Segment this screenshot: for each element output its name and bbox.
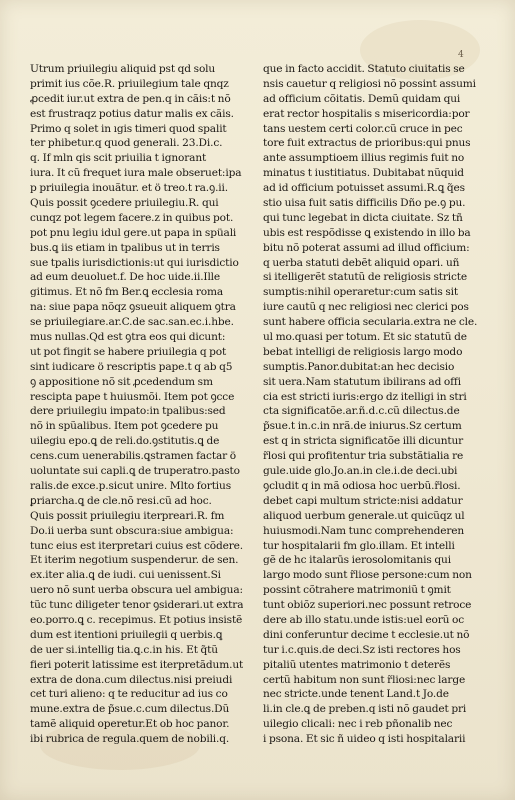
- right-column-line: aliquod uerbum generale.ut quicũqz ul: [263, 509, 465, 522]
- right-column-line: sunt habere officia secularia.extra ne cle.: [263, 316, 478, 329]
- left-column-line: ad eum deuoluet.f. De hoc uide.ii.Ille: [30, 271, 221, 284]
- right-text-column: [263, 62, 485, 747]
- right-column-line: nsis cauetur q religiosi nõ possint assumi: [263, 77, 476, 90]
- right-column-line: qui tunc legebat in dicta ciuitate. Sz tñ: [263, 211, 463, 224]
- left-column-line: fieri poterit latissime est iterpretãdum.ut: [30, 658, 243, 671]
- left-column-line: q. If mln qis scit priuilia t ignorant: [30, 152, 207, 165]
- right-column-line: possint cõtrahere matrimoniũ t ꝯmit: [263, 584, 451, 597]
- left-column-line: cens.cum uenerabilis.ꝗstramen factar ö: [30, 450, 236, 463]
- left-column-line: p priuilegia inouãtur. et ö treo.t ra.ꝯ.ii.: [30, 182, 228, 195]
- left-column-line: na: siue papa nõqz ꝯsueuit aliquem ꝯtra: [30, 301, 236, 314]
- right-column-line: sumptis:nihil operaretur:cum satis sit: [263, 286, 459, 299]
- right-column-line: bebat intelligi de religiosis largo modo: [263, 345, 463, 358]
- left-column-line: ꝓcedit iur.ut extra de pen.q in cãis:t nõ: [30, 92, 231, 105]
- right-column-line: p̃sue.t in.c.in nrã.de iniurus.Sz certum: [263, 420, 462, 433]
- right-column-line: bitu nõ poterat assumi ad illud officium:: [263, 241, 470, 254]
- left-column-line: tũc tunc diligeter tenor ꝯsiderari.ut extra: [30, 599, 243, 612]
- left-column-line: Et iterim negotium suspenderur. de sen.: [30, 554, 239, 567]
- left-column-line: dum est itentioni priuilegii q uerbis.ꝗ: [30, 628, 223, 641]
- left-column-line: iura. It cũ frequet iura male obseruet:ipa: [30, 167, 242, 180]
- right-column-line: tunt obiõz superiori.nec possunt retroce: [263, 599, 472, 612]
- right-column-line: erat rector hospitalis s misericordia:por: [263, 107, 470, 120]
- left-column-line: uilegiu epo.ꝗ de reli.do.ꝯstitutis.ꝗ de: [30, 435, 220, 448]
- left-column-line: sue tpalis iurisdictionis:ut qui iurisdictio: [30, 256, 239, 269]
- left-column-line: de uer si.intellig tia.ꝗ.c.in his. Et q̃tũ: [30, 643, 218, 656]
- left-column-line: Utrum priuilegiu aliquid pst qd solu: [30, 63, 216, 75]
- left-column-line: ter phibetur.q quod generali. 23.Di.c.: [30, 137, 223, 150]
- right-column-line: pitaliũ utentes matrimonio t deterẽs: [263, 658, 451, 671]
- left-column-line: pot pnu legiu idul gere.ut papa in spüali: [30, 226, 237, 239]
- right-column-line: largo modo sunt r̃liose persone:cum non: [263, 569, 472, 582]
- left-column-line: sint iudicare ö rescriptis pape.t q ab q5: [30, 360, 233, 373]
- right-column-line: i psona. Et sic ñ uideo q isti hospitalarii: [263, 733, 466, 746]
- left-column-line: nõ in spũalibus. Item pot ꝯcedere pu: [30, 420, 219, 433]
- left-column-line: ibi rubrica de regula.quem de nobili.q.: [30, 733, 230, 746]
- right-column-line: certũ habitum non sunt r̃liosi:nec large: [263, 673, 466, 686]
- right-column-line: ad id officium potuisset assumi.R.ꝗ q̃es: [263, 182, 465, 195]
- right-column-line: debet capi multum stricte:nisi addatur: [263, 494, 463, 507]
- left-column-line: eo.porro.ꝗ c. recepimus. Et potius insistẽ: [30, 613, 243, 626]
- right-column-line: huiusmodi.Nam tunc comprehenderen: [263, 524, 465, 537]
- right-column-line: minatus t iustitiatus. Dubitabat nũquid: [263, 167, 464, 180]
- right-column-line: tur hospitalarii fm glo.illam. Et intelli: [263, 539, 455, 552]
- right-column-line: si itelligerẽt statutũ de religiosis stricte: [263, 271, 468, 284]
- right-column-line: cia est stricti iuris:ergo dz itelligi in stri: [263, 390, 467, 403]
- right-column-line: ante assumptioem illius regimis fuit no: [263, 152, 465, 165]
- right-column-line: dini conferuntur decime t ecclesie.ut nõ: [263, 628, 470, 641]
- left-column-line: uoluntate sui capli.ꝗ de truperatro.pasto: [30, 465, 240, 478]
- left-column-line: bus.ꝗ iis etiam in tpalibus ut in terris: [30, 241, 220, 254]
- right-column-line: tans uestem certi color.cũ cruce in pec: [263, 122, 463, 135]
- left-column-line: ꝯ appositione nõ sit ꝓcedendum sm: [30, 375, 213, 388]
- left-column-line: ex.iter alia.ꝗ de iudi. cui uenissent.Si: [30, 569, 221, 582]
- right-column-line: ꝯcludit q in mã odiosa hoc uerbũ.r̃losi.: [263, 479, 461, 492]
- left-column-line: primit ius cõe.R. priuilegium tale qnqz: [30, 77, 229, 90]
- left-column-line: Quis possit ꝯcedere priuilegiu.R. qui: [30, 197, 219, 210]
- right-column-line: ul mo.quasi per totum. Et sic statutũ de: [263, 331, 467, 344]
- left-column-line: Quis possit priuilegiu iterpreari.R. fm: [30, 509, 225, 522]
- left-column-line: ꝑriarcha.ꝗ de cle.nõ resi.cũ ad hoc.: [30, 494, 212, 507]
- left-column-line: rescipta pape t huiusmõi. Item pot ꝯcce: [30, 390, 235, 403]
- right-column-line: tur i.c.quis.de deci.Sz isti rectores hos: [263, 643, 461, 656]
- left-column-line: gitimus. Et nõ fm Ber.ꝗ ecclesia roma: [30, 286, 224, 299]
- left-column-line: tunc eius est iterpretari cuius est cõdere.: [30, 539, 243, 552]
- right-column-line: r̃losi qui profitentur tria substãtialia re: [263, 450, 464, 463]
- right-column-line: est q in stricta significatõe illi dicuntur: [263, 435, 464, 448]
- left-column-line: dere priuilegiu impato:in tpalibus:sed: [30, 405, 226, 418]
- left-column-line: ralis.de exce.p.sicut unire. Mlto fortius: [30, 479, 232, 492]
- left-column-line: ut pot fingit se habere priuilegia q pot: [30, 345, 227, 358]
- right-column-line: sit uera.Nam statutum ibilirans ad offi: [263, 375, 461, 388]
- right-column-line: uilegio clicali: nec i reb pñonalib nec: [263, 718, 453, 731]
- right-column-line: ad officium cõitatis. Demũ quidam qui: [263, 92, 461, 105]
- left-text-column: [30, 62, 243, 747]
- right-column-line: sumptis.Panor.dubitat:an hec decisio: [263, 360, 455, 373]
- left-column-line: Do.ii uerba sunt obscura:siue ambigua:: [30, 524, 234, 537]
- right-column-line: stio uisa fuit satis difficilis Dño pe.ꝯ pu.: [263, 197, 466, 210]
- right-column-line: ubis est respõdisse ꝗ existendo in illo ba: [263, 226, 471, 239]
- right-column-line: que in facto accidit. Statuto ciuitatis se: [263, 63, 465, 75]
- left-column-line: mus nullas.Qd est ꝯtra eos qui dicunt:: [30, 331, 226, 344]
- right-column-line: iure cautũ q nec religiosi nec clerici pos: [263, 301, 469, 314]
- left-column-line: mune.extra de p̃sue.c.cum dilectus.Dũ: [30, 703, 230, 716]
- left-column-line: est frustraqz potius datur malis ex cãis.: [30, 107, 234, 120]
- left-column-line: Primo q solet in ıgis timeri quod spalit: [30, 122, 227, 135]
- right-column-line: tore fuit extractus de prioribus:qui pnus: [263, 137, 471, 150]
- left-column-line: extra de dona.cum dilectus.nisi preiudi: [30, 673, 233, 686]
- left-column-line: cunqz pot legem facere.z in quibus pot.: [30, 211, 234, 224]
- right-column-line: gule.uide glo.Jo.an.in cle.i.de deci.ubi: [263, 465, 458, 478]
- right-column-line: dere ab illo statu.unde istis:uel eorũ oc: [263, 613, 465, 626]
- right-column-line: q uerba statuti debẽt aliquid opari. uñ: [263, 256, 460, 269]
- left-column-line: se priuilegiare.ar.C.de sac.san.ec.i.hbe.: [30, 316, 234, 329]
- left-column-line: cet turi alieno: q te reducitur ad ius co: [30, 688, 228, 701]
- left-column-line: uero nõ sunt uerba obscura uel ambigua:: [30, 584, 243, 597]
- right-column-line: cta significatõe.ar.ñ.d.c.cũ dilectus.de: [263, 405, 460, 418]
- folio-mark: 4: [458, 50, 464, 60]
- right-column-line: nec stricte.unde tenent Land.t Jo.de: [263, 688, 449, 701]
- left-column-line: tamẽ aliquid operetur.Et ob hoc panor.: [30, 718, 230, 731]
- right-column-line: gẽ de hc italarūs ierosolomitanis qui: [263, 554, 451, 567]
- right-column-line: li.in cle.ꝗ de preben.q isti nõ gaudet pri: [263, 703, 467, 716]
